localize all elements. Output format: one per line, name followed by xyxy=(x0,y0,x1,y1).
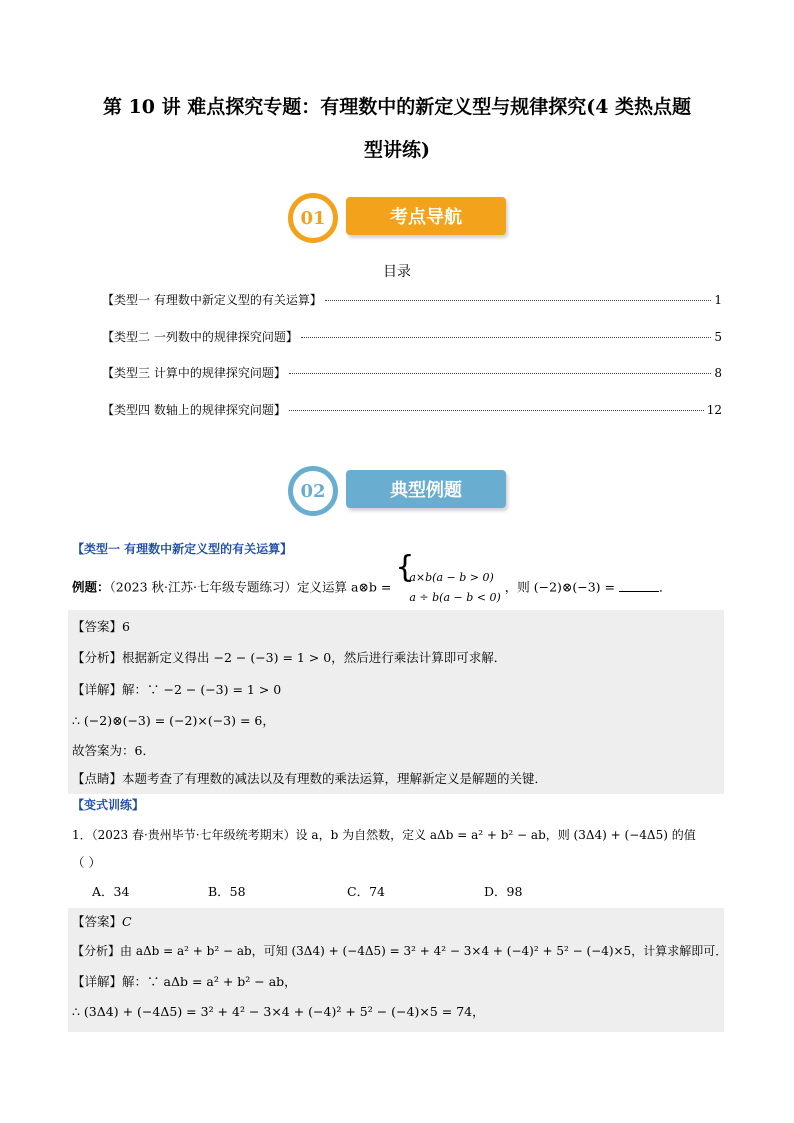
practice-label: 【变式训练】 xyxy=(72,798,145,812)
toc-leader-dots xyxy=(289,373,712,374)
answer-value: 6 xyxy=(122,619,130,634)
toc-item-page: 12 xyxy=(706,403,722,417)
toc-leader-dots xyxy=(325,300,712,301)
case-1: a×b(a − b > 0) xyxy=(409,571,494,584)
option-c[interactable]: C．74 xyxy=(347,884,385,899)
toc-item-page: 8 xyxy=(714,366,722,380)
practice-question-1-bracket: （ ） xyxy=(72,855,101,870)
option-a[interactable]: A．34 xyxy=(92,884,130,899)
comment-label: 【点睛】 xyxy=(72,771,123,786)
toc-item[interactable] xyxy=(102,401,722,418)
toc-leader-dots xyxy=(301,337,712,338)
option-d[interactable]: D．98 xyxy=(484,884,523,899)
toc-item-label: 【类型一 有理数中新定义型的有关运算】 xyxy=(102,293,322,307)
detail-text-1: 解：∵ −2 − (−3) = 1 > 0 xyxy=(122,682,282,697)
detail-line: ∴ (3Δ4) + (−4Δ5) = 3² + 4² − 3×4 + (−4)² + 5² − (−4)×5 = 74， xyxy=(72,1004,485,1019)
comment-text: 本题考查了有理数的减法以及有理数的乘法运算，理解新定义是解题的关键． xyxy=(122,771,548,786)
toc-item-label: 【类型四 数轴上的规律探究问题】 xyxy=(102,403,286,417)
piecewise-definition xyxy=(395,550,501,608)
example-tail: ，则 (−2)⊗(−3) = xyxy=(504,579,616,595)
detail-label: 【详解】 xyxy=(72,682,123,697)
analysis-text: 由 aΔb = a² + b² − ab，可知 (3Δ4) + (−4Δ5) = 3² + 4² − 3×4 + (−4)² + 5² − (−4)×5，计算求解即可． xyxy=(120,944,728,958)
toc-item[interactable] xyxy=(102,364,722,381)
toc-item-label: 【类型二 一列数中的规律探究问题】 xyxy=(102,330,298,344)
answer-line xyxy=(72,912,132,930)
toc-item[interactable] xyxy=(102,328,722,345)
example-prefix: 例题： xyxy=(72,579,110,595)
answer-line xyxy=(72,617,130,635)
section-type1-label: 【类型一 有理数中新定义型的有关运算】 xyxy=(72,542,293,556)
analysis-text: 根据新定义得出 −2 − (−3) = 1 > 0，然后进行乘法计算即可求解． xyxy=(122,650,507,665)
example-question: 例题：（2023 秋·江苏·七年级专题练习）定义运算 a⊗b = { a×b(a − b > 0) a ÷ b(a − b < 0) ，则 (−2)⊗(−3) = ． xyxy=(72,568,672,608)
example-text: （2023 秋·江苏·七年级专题练习）定义运算 a⊗b = xyxy=(109,579,392,595)
section-badge-examples xyxy=(288,466,508,512)
analysis-line xyxy=(72,648,506,666)
detail-label: 【详解】 xyxy=(72,974,123,989)
solution-block-1 xyxy=(68,610,724,794)
analysis-line xyxy=(72,942,727,959)
detail-text-1: 解：∵ aΔb = a² + b² − ab， xyxy=(122,974,297,989)
comment-line xyxy=(72,769,547,787)
detail-line: 故答案为：6． xyxy=(72,743,155,758)
title-line-1: 第 10 讲 难点探究专题：有理数中的新定义型与规律探究(4 类热点题 xyxy=(102,96,692,118)
title-line-2: 型讲练) xyxy=(364,139,430,161)
toc-item[interactable] xyxy=(102,291,722,308)
badge-number-02: 02 xyxy=(288,466,338,516)
badge-number-01: 01 xyxy=(288,193,338,243)
section-badge-navigation xyxy=(288,193,508,239)
practice-question-1: 1．（2023 春·贵州毕节·七年级统考期末）设 a，b 为自然数，定义 aΔb = a² + b² − ab，则 (3Δ4) + (−4Δ5) 的值 xyxy=(72,828,696,842)
answer-value: C xyxy=(122,914,132,929)
toc-item-page: 5 xyxy=(714,330,722,344)
toc-leader-dots xyxy=(289,410,704,411)
toc-item-page: 1 xyxy=(714,293,722,307)
answer-label: 【答案】 xyxy=(72,914,123,929)
left-brace: { xyxy=(395,550,415,585)
answer-label: 【答案】 xyxy=(72,619,123,634)
case-2: a ÷ b(a − b < 0) xyxy=(409,591,501,604)
badge-label-examples: 典型例题 xyxy=(346,470,506,508)
detail-line: ∴ (−2)⊗(−3) = (−2)×(−3) = 6， xyxy=(72,713,275,728)
toc-item-label: 【类型三 计算中的规律探究问题】 xyxy=(102,366,286,380)
analysis-label: 【分析】 xyxy=(72,944,121,958)
document-title xyxy=(60,86,734,172)
badge-label-navigation: 考点导航 xyxy=(346,197,506,235)
answer-blank xyxy=(619,591,659,592)
analysis-label: 【分析】 xyxy=(72,650,123,665)
option-b[interactable]: B．58 xyxy=(208,884,246,899)
detail-line xyxy=(72,680,281,698)
detail-line xyxy=(72,972,297,990)
toc-heading: 目录 xyxy=(383,264,411,280)
